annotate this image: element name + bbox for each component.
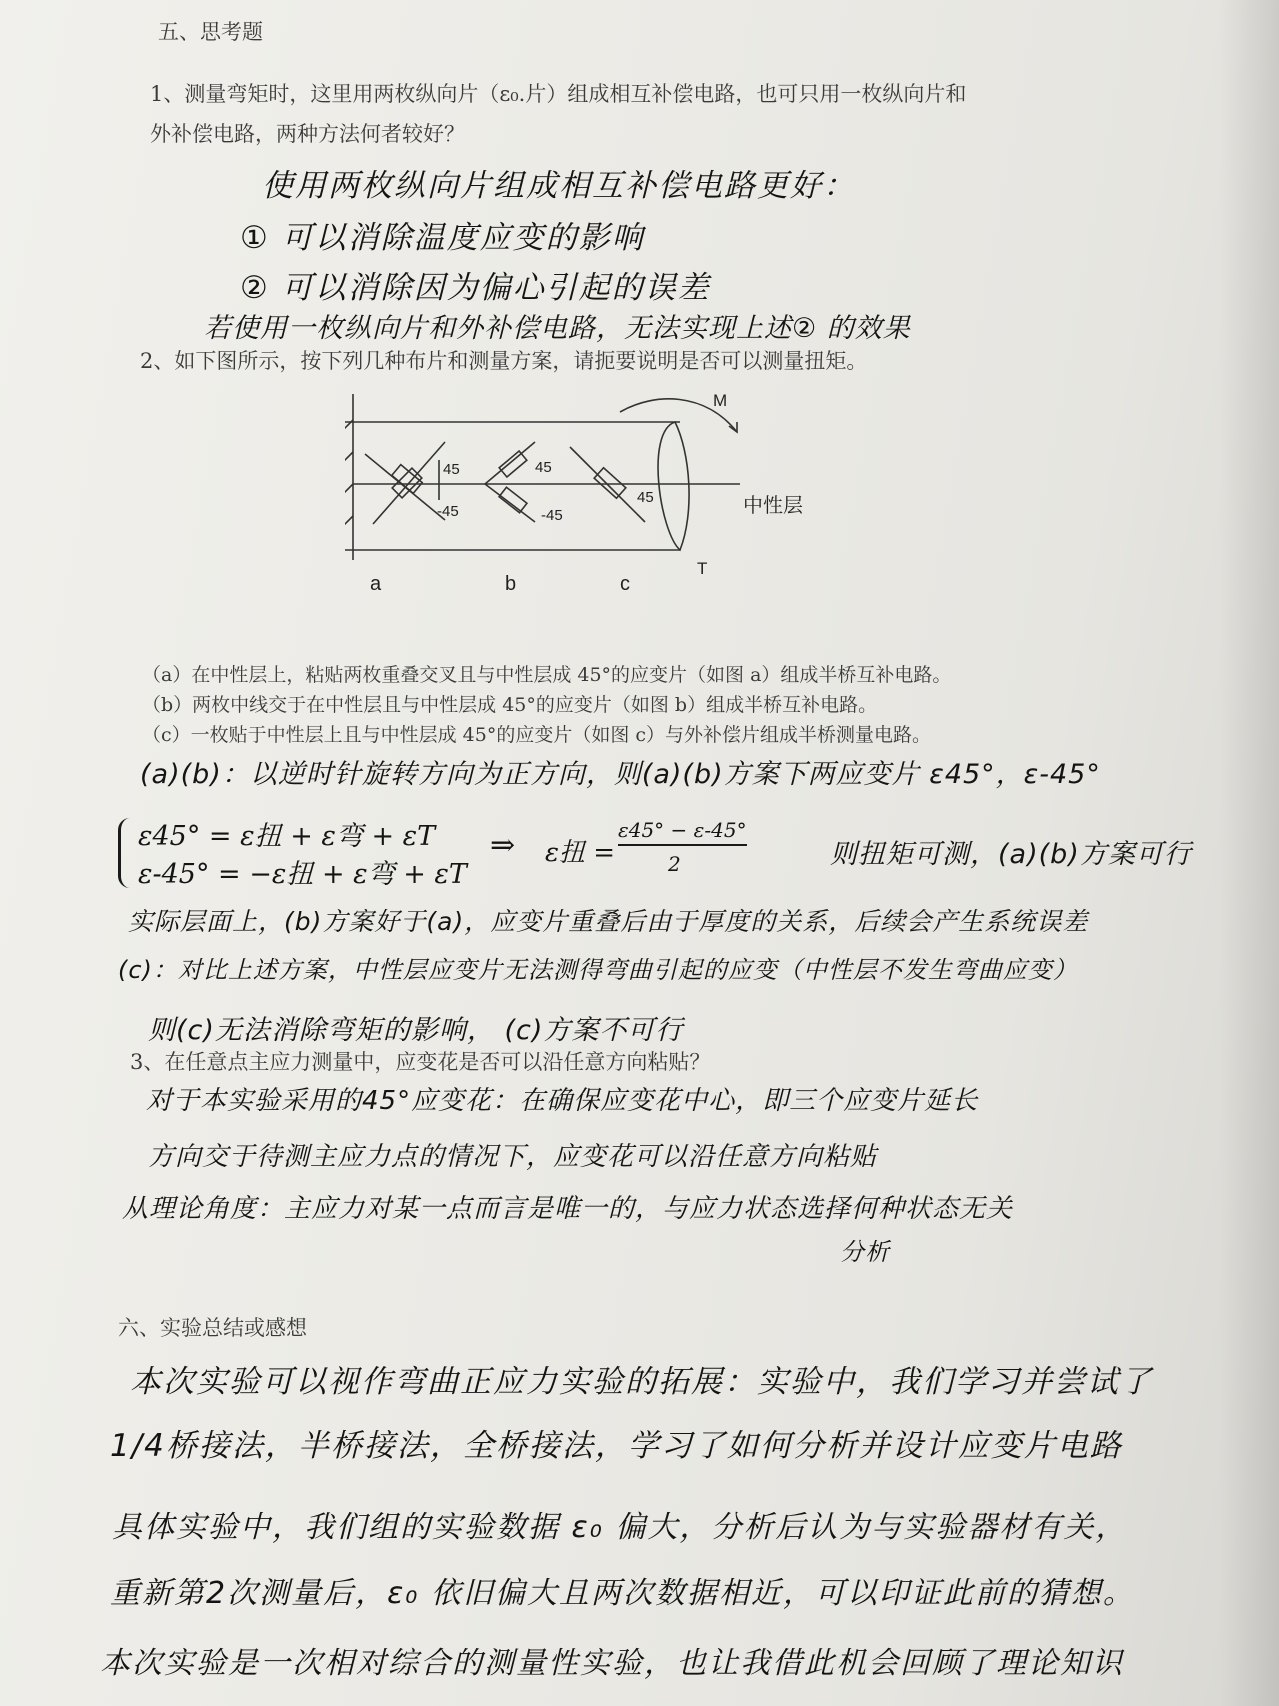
q2-answer-practice: 实际层面上，(b)方案好于(a)，应变片重叠后由于厚度的关系，后续会产生系统误差 (128, 907, 1089, 936)
section6-heading: 六、实验总结或感想 (118, 1316, 307, 1340)
q3-answer-line2: 方向交于待测主应力点的情况下，应变花可以沿任意方向粘贴 (148, 1142, 878, 1172)
label-c-45: 45 (637, 489, 654, 506)
q1-answer-line1: 使用两枚纵向片组成相互补偿电路更好： (262, 168, 856, 204)
q2-answer-conclusion: 则扭矩可测，(a)(b)方案可行 (830, 839, 1192, 870)
equation-3-lhs: ε扭 = (545, 838, 616, 868)
label-neutral-layer: 中性层 (743, 495, 803, 517)
q1-text-line2: 外补偿电路，两种方法何者较好？ (150, 122, 465, 146)
label-T: T (697, 559, 708, 578)
label-b: b (505, 573, 517, 595)
page-edge-shadow (1219, 0, 1279, 1706)
label-a-45: 45 (443, 461, 460, 478)
q2-text-line1: 2、如下图所示，按下列几种布片和测量方案，请扼要说明是否可以测量扭矩。 (140, 349, 868, 373)
label-M: M (713, 392, 728, 410)
summary-line1: 本次实验可以视作弯曲正应力实验的拓展：实验中，我们学习并尝试了 (130, 1364, 1153, 1400)
q1-answer-line2: ① 可以消除温度应变的影响 (240, 220, 645, 256)
q3-text-line1: 3、在任意点主应力测量中，应变花是否可以沿任意方向粘贴？ (130, 1050, 711, 1074)
q2-option-a: （a）在中性层上，粘贴两枚重叠交叉且与中性层成 45°的应变片（如图 a）组成半桥互补电路。 (142, 664, 952, 686)
implies-arrow: ⇒ (490, 828, 516, 863)
q3-answer-line1: 对于本实验采用的45°应变花：在确保应变花中心，即三个应变片延长 (146, 1086, 979, 1116)
q2-answer-c1: (c)：对比上述方案，中性层应变片无法测得弯曲引起的应变（中性层不发生弯曲应变） (118, 956, 1078, 984)
equation-brace (118, 818, 137, 888)
equation-2: ε-45° = −ε扭 + ε弯 + εT (138, 859, 467, 890)
q2-option-c: （c）一枚贴于中性层上且与中性层成 45°的应变片（如图 c）与外补偿片组成半桥测量电路。 (142, 724, 932, 746)
summary-line5: 本次实验是一次相对综合的测量性实验，也让我借此机会回顾了理论知识 (100, 1646, 1124, 1681)
q1-answer-line4: 若使用一枚纵向片和外补偿电路，无法实现上述② 的效果 (204, 313, 911, 344)
summary-line3: 具体实验中，我们组的实验数据 ε₀ 偏大，分析后认为与实验器材有关， (112, 1510, 1128, 1545)
equation-1: ε45° = ε扭 + ε弯 + εT (138, 821, 436, 852)
label-a: a (370, 573, 382, 595)
strain-gauge-diagram (345, 392, 865, 602)
summary-line4: 重新第2次测量后，ε₀ 依旧偏大且两次数据相近，可以印证此前的猜想。 (110, 1576, 1135, 1611)
label-b-45: 45 (535, 459, 552, 476)
q2-answer-line1: (a)(b)：以逆时针旋转方向为正方向，则(a)(b)方案下两应变片 ε45°，ε-45° (140, 759, 1101, 790)
twist-loop (658, 422, 689, 550)
summary-line2: 1/4桥接法，半桥接法，全桥接法，学习了如何分析并设计应变片电路 (110, 1428, 1123, 1464)
section5-heading: 五、思考题 (158, 20, 263, 44)
label-a-m45: -45 (437, 503, 459, 520)
q3-insert-note: 分析 (840, 1238, 890, 1266)
q1-text-line1: 1、测量弯矩时，这里用两枚纵向片（ε₀.片）组成相互补偿电路，也可只用一枚纵向片和 (150, 82, 967, 106)
q2-answer-c2: 则(c)无法消除弯矩的影响， (c)方案不可行 (148, 1015, 684, 1046)
equation-3-denominator: 2 (668, 852, 681, 876)
q2-option-b: （b）两枚中线交于在中性层且与中性层成 45°的应变片（如图 b）组成半桥互补电路。 (142, 694, 878, 716)
label-b-m45: -45 (541, 507, 563, 524)
q3-answer-line3: 从理论角度：主应力对某一点而言是唯一的，与应力状态选择何种状态无关 (122, 1194, 1014, 1224)
label-c: c (620, 573, 630, 595)
q1-answer-line3: ② 可以消除因为偏心引起的误差 (240, 270, 711, 306)
equation-3-numerator: ε45° − ε-45° (618, 818, 747, 846)
